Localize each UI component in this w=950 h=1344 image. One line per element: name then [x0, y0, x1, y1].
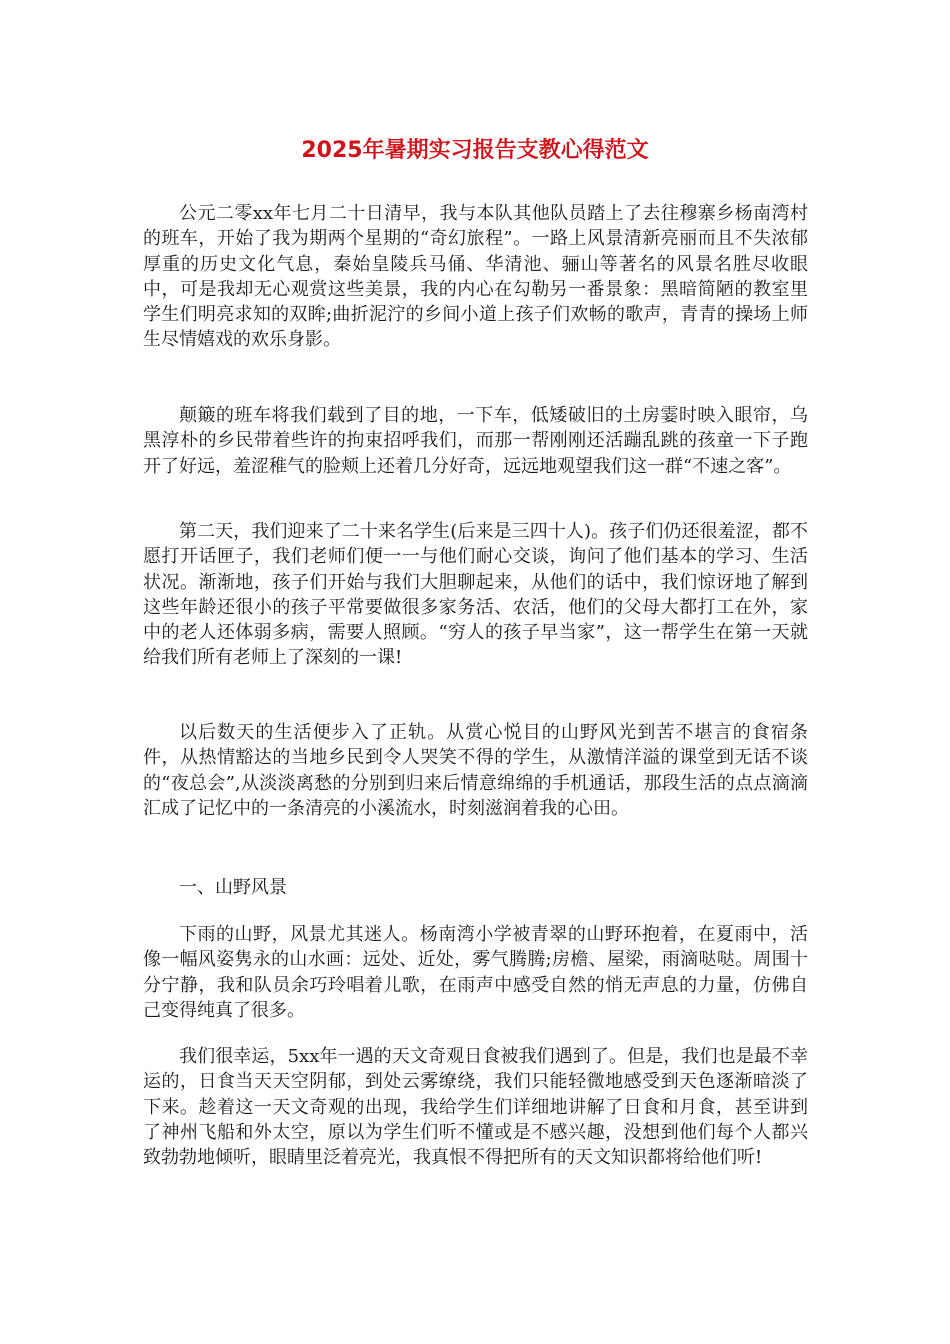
- paragraph-arrival: 颠簸的班车将我们载到了目的地，一下车，低矮破旧的土房霎时映入眼帘，乌黑淳朴的乡民带着些许的拘束招呼我们，而那一帮刚刚还活蹦乱跳的孩童一下子跑开了好远，羞涩稚气的脸颊上还着几分好奇，远远地观望我们这一群“不速之客”。: [143, 405, 808, 477]
- document-title: 2025年暑期实习报告支教心得范文: [301, 138, 649, 163]
- paragraph-second-day: 第二天，我们迎来了二十来名学生(后来是三四十人)。孩子们仍还很羞涩，都不愿打开话匣子，我们老师们便一一与他们耐心交谈，询问了他们基本的学习、生活状况。渐渐地，孩子们开始与我们大胆聊起来，从他们的话中，我们惊讶地了解到这些年龄还很小的孩子平常要做很多家务活、农活，他们的父母大都打工在外，家中的老人还体弱多病，需要人照顾。“穷人的孩子早当家”，这一帮学生在第一天就给我们所有老师上了深刻的一课!: [143, 521, 808, 669]
- paragraph-daily-life: 以后数天的生活便步入了正轨。从赏心悦目的山野风光到苦不堪言的食宿条件，从热情豁达的当地乡民到令人哭笑不得的学生，从激情洋溢的课堂到无话不谈的“夜总会”,从淡淡离愁的分别到归来后情意绵绵的手机通话，那段生活的点点滴滴汇成了记忆中的一条清亮的小溪流水，时刻滋润着我的心田。: [143, 722, 808, 819]
- paragraph-rainy-mountains: 下雨的山野，风景尤其迷人。杨南湾小学被青翠的山野环抱着，在夏雨中，活像一幅风姿隽永的山水画：远处、近处，雾气腾腾;房檐、屋梁，雨滴哒哒。周围十分宁静，我和队员余巧玲唱着儿歌，在雨声中感受自然的悄无声息的力量，仿佛自己变得纯真了很多。: [143, 924, 808, 1021]
- section-heading-mountain-scenery: 一、山野风景: [179, 877, 287, 898]
- paragraph-departure: 公元二零xx年七月二十日清早，我与本队其他队员踏上了去往穆寨乡杨南湾村的班车，开始了我为期两个星期的“奇幻旅程”。一路上风景清新亮丽而且不失浓郁厚重的历史文化气息，秦始皇陵兵马俑、华清池、骊山等著名的风景名胜尽收眼中，可是我却无心观赏这些美景，我的内心在勾勒另一番景象：黑暗简陋的教室里学生们明亮求知的双眸;曲折泥泞的乡间小道上孩子们欢畅的歌声，青青的操场上师生尽情嬉戏的欢乐身影。: [143, 203, 808, 351]
- paragraph-solar-eclipse: 我们很幸运，5xx年一遇的天文奇观日食被我们遇到了。但是，我们也是最不幸运的，日食当天天空阴郁，到处云雾缭绕，我们只能轻微地感受到天色逐渐暗淡了下来。趁着这一天文奇观的出现，我给学生们详细地讲解了日食和月食，甚至讲到了神州飞船和外太空，原以为学生们听不懂或是不感兴趣，没想到他们每个人都兴致勃勃地倾听，眼睛里泛着亮光，我真恨不得把所有的天文知识都将给他们听!: [143, 1046, 808, 1169]
